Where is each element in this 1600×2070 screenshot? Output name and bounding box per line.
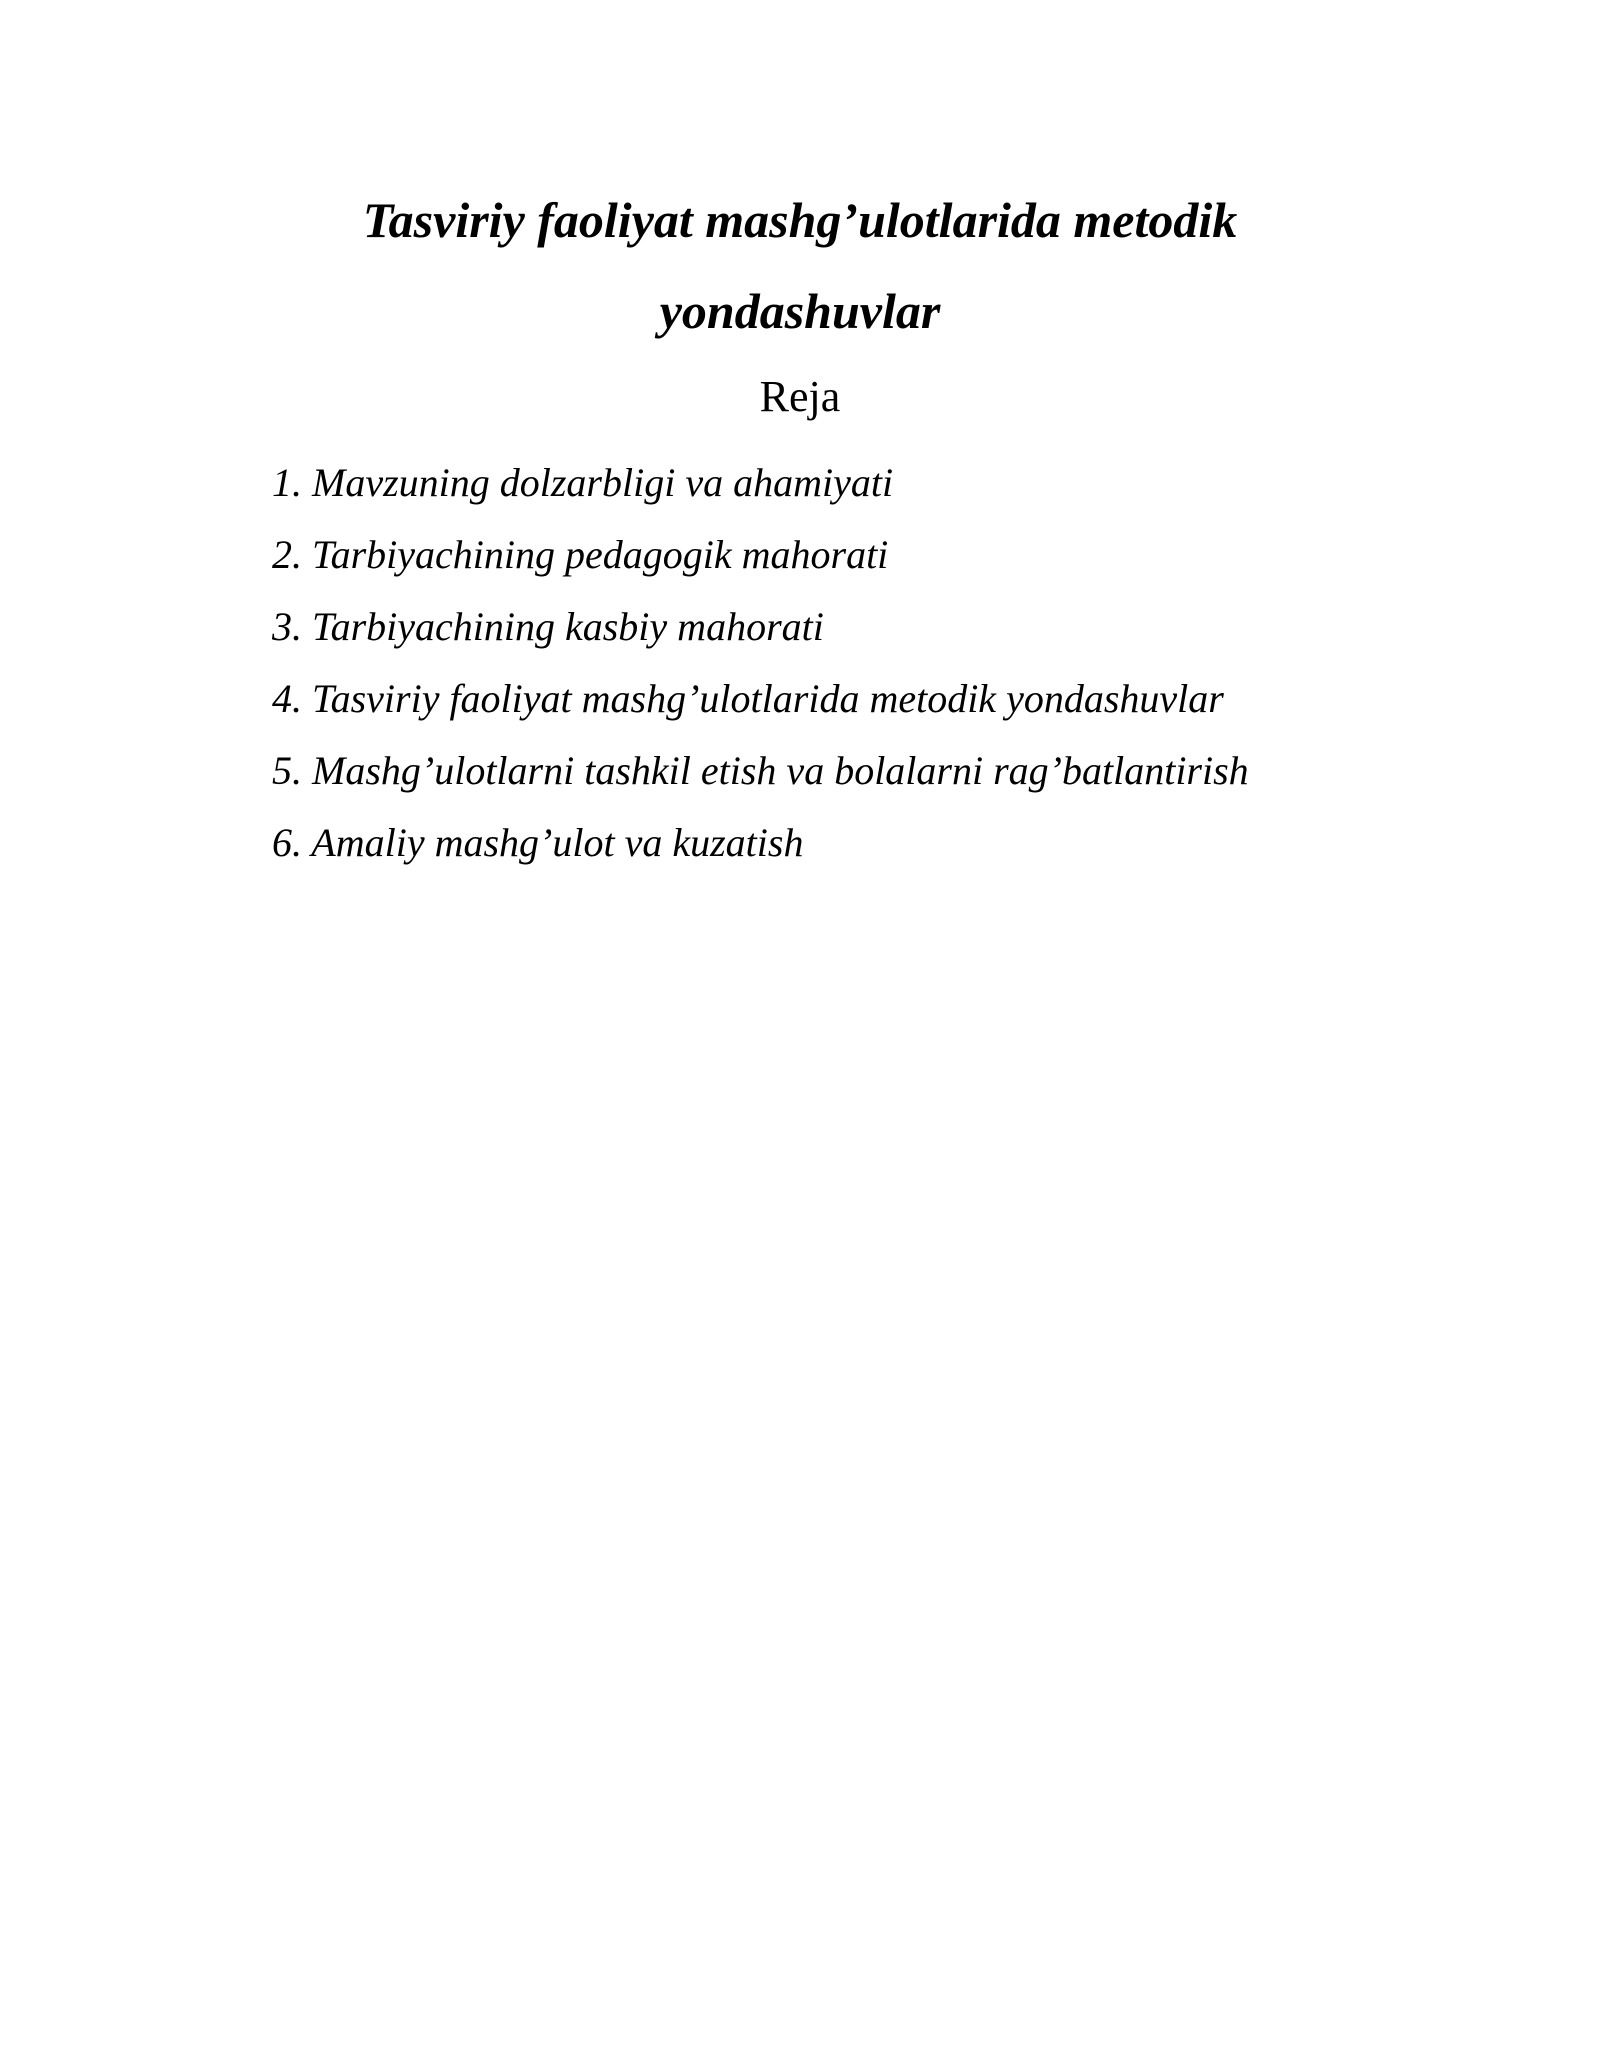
document-title-line-2: yondashuvlar	[659, 283, 941, 339]
plan-item-3: 3. Tarbiyachining kasbiy mahorati	[272, 604, 824, 649]
document-title-line-1: Tasviriy faoliyat mashg’ulotlarida metodik	[362, 192, 1238, 248]
plan-item-2: 2. Tarbiyachining pedagogik mahorati	[272, 532, 889, 577]
plan-item-6: 6. Amaliy mashg’ulot va kuzatish	[272, 820, 804, 865]
plan-heading: Reja	[759, 372, 841, 421]
plan-list	[272, 447, 1249, 879]
plan-item-4: 4. Tasviriy faoliyat mashg’ulotlarida metodik yondashuvlar	[272, 676, 1224, 721]
plan-item-5: 5. Mashg’ulotlarni tashkil etish va bolalarni rag’batlantirish	[272, 748, 1249, 793]
plan-item-1: 1. Mavzuning dolzarbligi va ahamiyati	[272, 460, 894, 505]
